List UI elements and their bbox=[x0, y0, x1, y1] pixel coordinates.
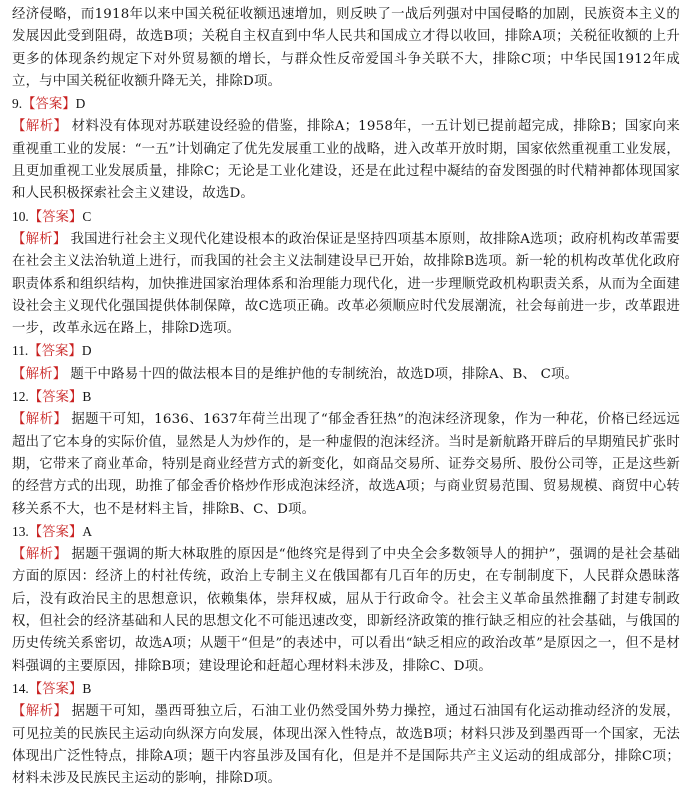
question-12 bbox=[12, 386, 680, 521]
analysis-text: 据题干可知，墨西哥独立后，石油工业仍然受国外势力操控，通过石油国有化运动推动经济的发展，可见拉美的民族民主运动向纵深方向发展，体现出深入性特点，故选B项；材料只涉及到墨西哥一个国家，无法体现出广泛性特点，排除A项；题干内容虽涉及国有化，但是并不是国际共产主义运动的组成部分，排除C项；材料未涉及民族民主运动的影响，排除D项。 bbox=[12, 704, 680, 787]
question-11 bbox=[12, 340, 680, 386]
answer-value: A bbox=[82, 523, 92, 539]
analysis-tag: 【解析】 bbox=[12, 231, 67, 247]
answer-tag: 【答案】 bbox=[28, 524, 83, 540]
analysis-tag: 【解析】 bbox=[12, 547, 68, 563]
answer-value: B bbox=[82, 680, 92, 696]
analysis-paragraph bbox=[12, 229, 680, 340]
analysis-tag: 【解析】 bbox=[12, 412, 68, 428]
question-number: 12. bbox=[12, 389, 29, 405]
answer-tag: 【答案】 bbox=[28, 344, 82, 360]
analysis-paragraph bbox=[12, 116, 680, 205]
analysis-tag: 【解析】 bbox=[12, 366, 67, 382]
answer-tag: 【答案】 bbox=[28, 209, 83, 225]
answer-line bbox=[12, 93, 680, 116]
analysis-tag: 【解析】 bbox=[12, 704, 68, 720]
answer-line bbox=[12, 340, 680, 363]
analysis-paragraph bbox=[12, 364, 680, 386]
answer-line bbox=[12, 521, 680, 544]
analysis-tag: 【解析】 bbox=[12, 119, 68, 135]
answer-value: B bbox=[82, 389, 92, 405]
question-number: 10. bbox=[12, 208, 29, 224]
question-number: 13. bbox=[12, 523, 29, 539]
analysis-text: 题干中路易十四的做法根本目的是维护他的专制统治，故选D项，排除A、B、 C项。 bbox=[70, 366, 579, 382]
answer-value: D bbox=[75, 96, 86, 112]
answer-line bbox=[12, 386, 680, 409]
question-14 bbox=[12, 678, 680, 790]
analysis-text: 材料没有体现对苏联建设经验的借鉴，排除A；1958年，一五计划已提前超完成，排除B；国家向来重视重工业的发展：“一五”计划确定了优先发展重工业的战略，进入改革开放时期，国家依然重视重工业发展，且更加重视工业发展质量，排除C；无论是工业化建设，还是在此过程中凝结的奋发图强的时代精神都体现国家和人民积极探索社会主义建设，故选D。 bbox=[12, 119, 680, 202]
analysis-paragraph bbox=[12, 544, 680, 678]
analysis-paragraph bbox=[12, 701, 680, 790]
analysis-text: 我国进行社会主义现代化建设根本的政治保证是坚持四项基本原则，故排除A选项；政府机构改革需要在社会主义法治轨道上进行，而我国的社会主义法制建设早已开始，故排除B选项。新一轮的机构改革优化政府职责体系和组织结构，加快推进国家治理体系和治理能力现代化，进一步理顺党政机构职责关系，从而为全面建设社会主义现代化强国提供体制保障，故C选项正确。改革必须顺应时代发展潮流，社会每前进一步，改革跟进一步，改革永远在路上，排除D选项。 bbox=[12, 231, 680, 337]
question-13 bbox=[12, 521, 680, 678]
question-number: 9. bbox=[12, 96, 23, 112]
answer-tag: 【答案】 bbox=[28, 681, 83, 697]
intro-paragraph: 经济侵略，而1918年以来中国关税征收额迅速增加，则反映了一战后列强对中国侵略的加剧，民族资本主义的发展因此受到阻碍，故选B项；关税自主权直到中华人民共和国成立才得以收回，排除A项；关税征收额的上升更多的体现条约规定下对外贸易额的增长，与群众性反帝爱国斗争关联不大，排除C项；中华民国1912年成立，与中国关税征收额升降无关，排除D项。 bbox=[12, 7, 680, 89]
question-10 bbox=[12, 206, 680, 341]
analysis-text: 据题干强调的斯大林取胜的原因是“他终究是得到了中央全会多数领导人的拥护”，强调的是社会基础方面的原因：经济上的村社传统，政治上专制主义在俄国都有几百年的历史，在专制制度下，人民群众愚昧落后，没有政治民主的思想意识，依赖集体，崇拜权威，屈从于行政命令。社会主义革命虽然推翻了封建专制政权，但社会的经济基础和人民的思想文化不可能迅速改变，即新经济政策的推行缺乏相应的社会基础，与俄国的历史传统关系密切，故选A项；从题干“但是”的表述中，可以看出“缺乏相应的政治改革”是原因之一，但不是材料强调的主要原因，排除B项；建设理论和赶超心理材料未涉及，排除C、D项。 bbox=[12, 547, 680, 674]
answer-value: C bbox=[82, 208, 92, 224]
question-number: 11. bbox=[12, 343, 29, 359]
analysis-paragraph bbox=[12, 409, 680, 520]
answer-line bbox=[12, 678, 680, 701]
analysis-text: 据题干可知，1636、1637年荷兰出现了“郁金香狂热”的泡沫经济现象，作为一种花，价格已经远远超出了它本身的实际价值，显然是人为炒作的，是一种虚假的泡沫经济。当时是新航路开辟后的早期殖民扩张时期，它带来了商业革命，特别是商业经营方式的新变化，如商品交易所、证券交易所、股份公司等，正是这些新的经营方式的出现，助推了郁金香价格炒作形成泡沫经济，故选A项；与商业贸易范围、贸易规模、商贸中心转移关系不大，也不是材料主旨，排除B、C、D项。 bbox=[12, 412, 680, 517]
answer-tag: 【答案】 bbox=[22, 97, 76, 113]
question-number: 14. bbox=[12, 680, 29, 696]
answer-tag: 【答案】 bbox=[28, 390, 83, 406]
answer-value: D bbox=[81, 343, 92, 359]
answer-line bbox=[12, 206, 680, 229]
question-9 bbox=[12, 93, 680, 205]
